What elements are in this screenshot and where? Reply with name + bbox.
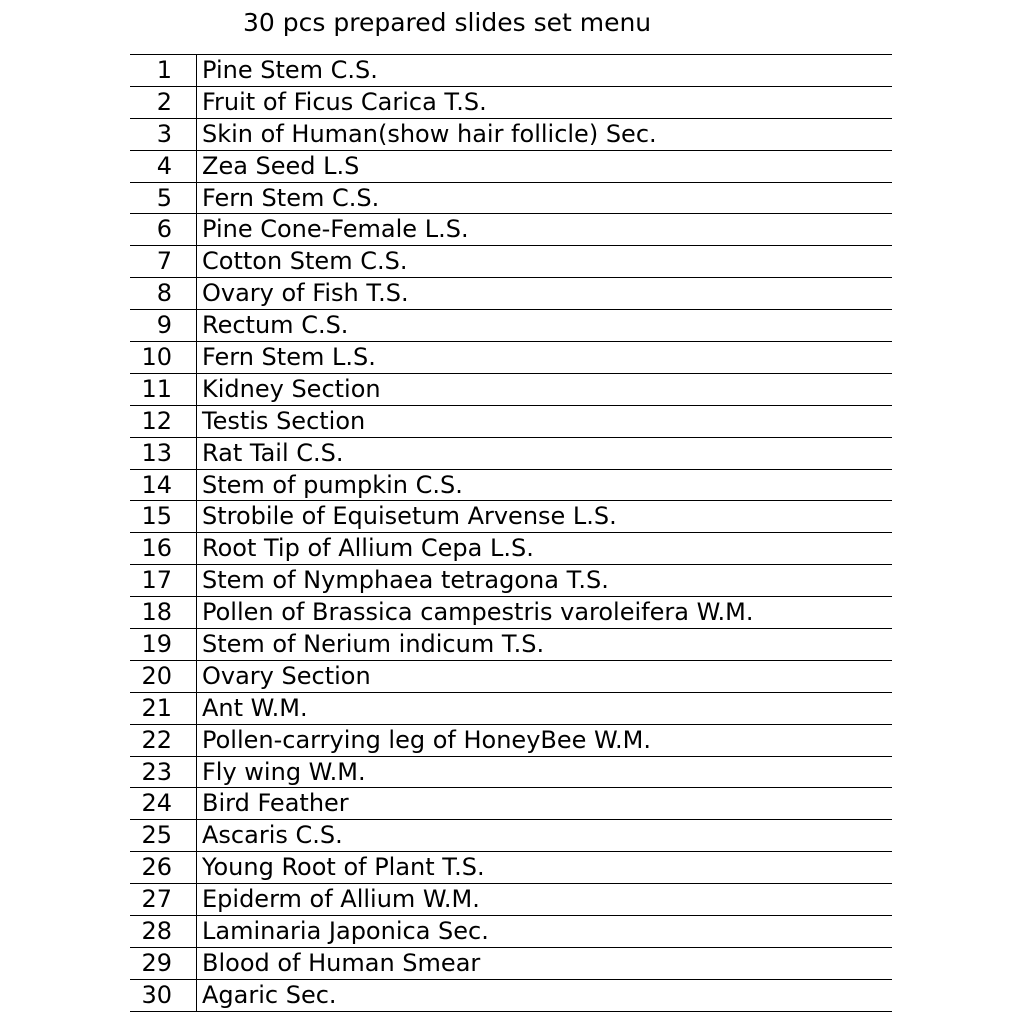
table-row xyxy=(130,916,892,948)
slide-name: Ovary Section xyxy=(202,661,371,690)
table-row xyxy=(130,119,892,151)
row-number: 18 xyxy=(130,597,197,628)
table-row xyxy=(130,980,892,1012)
row-number: 19 xyxy=(130,629,197,660)
table-row xyxy=(130,438,892,470)
row-number: 1 xyxy=(130,55,197,86)
slide-name: Epiderm of Allium W.M. xyxy=(202,885,480,914)
slide-name: Rectum C.S. xyxy=(202,311,349,340)
table-row xyxy=(130,374,892,406)
row-number: 27 xyxy=(130,884,197,915)
row-number: 3 xyxy=(130,119,197,150)
slide-name: Strobile of Equisetum Arvense L.S. xyxy=(202,502,617,531)
slide-name: Blood of Human Smear xyxy=(202,948,481,977)
row-number: 14 xyxy=(130,470,197,501)
row-number: 22 xyxy=(130,725,197,756)
row-number: 13 xyxy=(130,438,197,469)
row-number: 24 xyxy=(130,788,197,819)
table-row xyxy=(130,693,892,725)
slide-name: Testis Section xyxy=(202,406,366,435)
row-number: 10 xyxy=(130,342,197,373)
row-number: 28 xyxy=(130,916,197,947)
slide-name: Fern Stem C.S. xyxy=(202,183,380,212)
slide-name: Young Root of Plant T.S. xyxy=(202,853,485,882)
row-number: 26 xyxy=(130,852,197,883)
table-row xyxy=(130,788,892,820)
table-row xyxy=(130,278,892,310)
row-number: 20 xyxy=(130,661,197,692)
table-row xyxy=(130,725,892,757)
row-number: 25 xyxy=(130,820,197,851)
slide-name: Pollen-carrying leg of HoneyBee W.M. xyxy=(202,725,651,754)
row-number: 7 xyxy=(130,246,197,277)
table-row xyxy=(130,310,892,342)
table-row xyxy=(130,852,892,884)
slides-table xyxy=(130,54,892,1025)
table-row xyxy=(130,406,892,438)
row-number: 4 xyxy=(130,151,197,182)
slide-name: Skin of Human(show hair follicle) Sec. xyxy=(202,119,657,148)
row-number: 17 xyxy=(130,565,197,596)
row-number: 2 xyxy=(130,87,197,118)
slide-name: Stem of pumpkin C.S. xyxy=(202,470,463,499)
slide-name: Bird Feather xyxy=(202,789,349,818)
table-row xyxy=(130,757,892,789)
table-row xyxy=(130,533,892,565)
slide-name: Laminaria Japonica Sec. xyxy=(202,917,489,946)
slide-name: Pollen of Brassica campestris varoleifera W.M. xyxy=(202,598,754,627)
slide-name: Stem of Nymphaea tetragona T.S. xyxy=(202,566,609,595)
table-row xyxy=(130,87,892,119)
slide-name: Ascaris C.S. xyxy=(202,821,343,850)
row-number: 5 xyxy=(130,183,197,214)
slide-name: Ovary of Fish T.S. xyxy=(202,279,409,308)
page-title: 30 pcs prepared slides set menu xyxy=(243,8,652,37)
table-row xyxy=(130,246,892,278)
row-number: 9 xyxy=(130,310,197,341)
table-row xyxy=(130,501,892,533)
row-number: 29 xyxy=(130,948,197,979)
table-row xyxy=(130,629,892,661)
slide-name: Pine Stem C.S. xyxy=(202,56,378,84)
row-number: 12 xyxy=(130,406,197,437)
table-row xyxy=(130,948,892,980)
slide-name: Root Tip of Allium Cepa L.S. xyxy=(202,534,534,563)
table-row xyxy=(130,661,892,693)
row-number: 6 xyxy=(130,214,197,245)
table-row xyxy=(130,597,892,629)
row-number: 30 xyxy=(130,980,197,1011)
slide-name: Kidney Section xyxy=(202,374,381,403)
slide-name: Fly wing W.M. xyxy=(202,757,366,786)
row-number: 21 xyxy=(130,693,197,724)
row-number: 15 xyxy=(130,501,197,532)
table-row xyxy=(130,151,892,183)
slide-name: Agaric Sec. xyxy=(202,980,337,1009)
table-row xyxy=(130,342,892,374)
slide-name: Ant W.M. xyxy=(202,693,308,722)
row-number: 11 xyxy=(130,374,197,405)
slide-name: Pine Cone-Female L.S. xyxy=(202,215,469,244)
table-row xyxy=(130,820,892,852)
slide-name: Cotton Stem C.S. xyxy=(202,247,408,276)
slide-name: Rat Tail C.S. xyxy=(202,438,344,467)
slide-name: Fruit of Ficus Carica T.S. xyxy=(202,87,487,116)
slide-name: Stem of Nerium indicum T.S. xyxy=(202,630,545,659)
table-row xyxy=(130,183,892,215)
row-number: 16 xyxy=(130,533,197,564)
slide-name: Fern Stem L.S. xyxy=(202,343,376,372)
row-number: 23 xyxy=(130,757,197,788)
table-row xyxy=(130,470,892,502)
table-row xyxy=(130,55,892,87)
table-row xyxy=(130,565,892,597)
row-number: 8 xyxy=(130,278,197,309)
table-row xyxy=(130,884,892,916)
table-row xyxy=(130,214,892,246)
slide-name: Zea Seed L.S xyxy=(202,151,360,180)
